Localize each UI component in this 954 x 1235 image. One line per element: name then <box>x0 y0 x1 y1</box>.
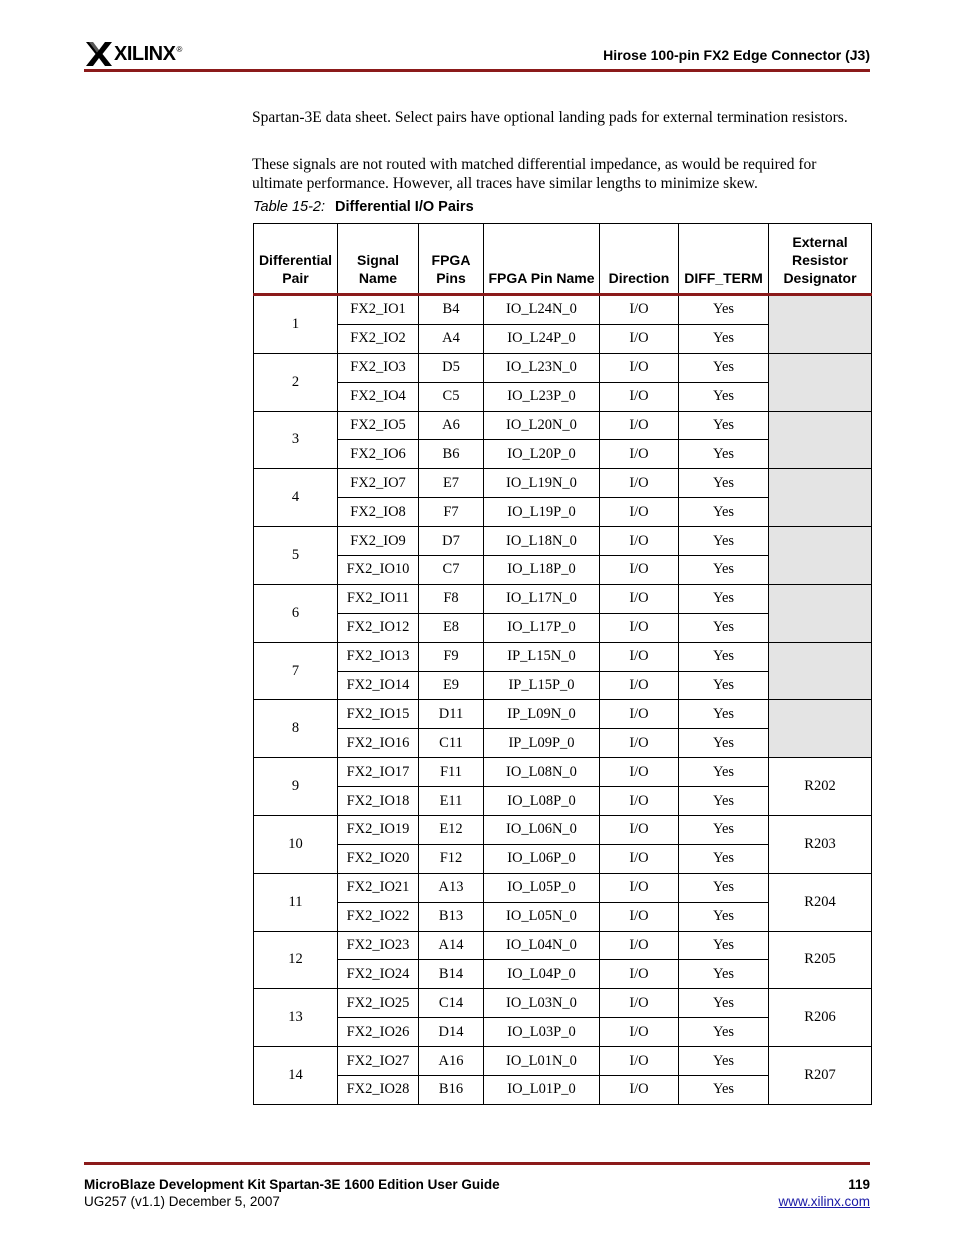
fpga-pin-name-cell: IO_L24P_0 <box>484 324 600 353</box>
footer-guide-title: MicroBlaze Development Kit Spartan-3E 1600 Edition User Guide <box>84 1177 500 1192</box>
footer-url-link[interactable]: www.xilinx.com <box>778 1194 870 1209</box>
signal-name-cell: FX2_IO22 <box>338 902 419 931</box>
diff-term-cell: Yes <box>679 324 769 353</box>
fpga-pin-name-cell: IO_L19N_0 <box>484 469 600 498</box>
signal-name-cell: FX2_IO4 <box>338 382 419 411</box>
direction-cell: I/O <box>600 469 679 498</box>
pair-number-cell: 11 <box>254 873 338 931</box>
footer-rule <box>84 1162 870 1165</box>
diff-term-cell: Yes <box>679 729 769 758</box>
diff-term-cell: Yes <box>679 700 769 729</box>
fpga-pin-name-cell: IO_L01N_0 <box>484 1047 600 1076</box>
direction-cell: I/O <box>600 960 679 989</box>
fpga-pin-name-cell: IO_L04P_0 <box>484 960 600 989</box>
signal-name-cell: FX2_IO5 <box>338 411 419 440</box>
fpga-pin-name-cell: IO_L05N_0 <box>484 902 600 931</box>
diff-term-cell: Yes <box>679 989 769 1018</box>
fpga-pin-name-cell: IO_L19P_0 <box>484 498 600 527</box>
signal-name-cell: FX2_IO1 <box>338 295 419 325</box>
direction-cell: I/O <box>600 931 679 960</box>
pair-number-cell: 1 <box>254 295 338 354</box>
diff-term-cell: Yes <box>679 295 769 325</box>
direction-cell: I/O <box>600 295 679 325</box>
pair-number-cell: 3 <box>254 411 338 469</box>
fpga-pin-cell: C5 <box>419 382 484 411</box>
fpga-pin-cell: F7 <box>419 498 484 527</box>
diff-term-cell: Yes <box>679 411 769 440</box>
signal-name-cell: FX2_IO8 <box>338 498 419 527</box>
fpga-pin-cell: D5 <box>419 353 484 382</box>
paragraph-1: Spartan-3E data sheet. Select pairs have optional landing pads for external termination resistors. <box>252 109 848 126</box>
fpga-pin-cell: F11 <box>419 758 484 787</box>
header-differential-pair: Differential Pair <box>254 224 338 295</box>
fpga-pin-cell: E11 <box>419 787 484 816</box>
footer-doc-id: UG257 (v1.1) December 5, 2007 <box>84 1194 280 1209</box>
table-row <box>254 469 872 498</box>
fpga-pin-name-cell: IO_L18P_0 <box>484 556 600 585</box>
signal-name-cell: FX2_IO21 <box>338 873 419 902</box>
fpga-pin-name-cell: IO_L17N_0 <box>484 584 600 613</box>
fpga-pin-name-cell: IO_L20N_0 <box>484 411 600 440</box>
fpga-pin-cell: B6 <box>419 440 484 469</box>
diff-term-cell: Yes <box>679 1018 769 1047</box>
fpga-pin-name-cell: IP_L09P_0 <box>484 729 600 758</box>
signal-name-cell: FX2_IO6 <box>338 440 419 469</box>
fpga-pin-cell: B16 <box>419 1076 484 1105</box>
pair-number-cell: 14 <box>254 1047 338 1105</box>
table-row <box>254 295 872 325</box>
table-row <box>254 931 872 960</box>
diff-term-cell: Yes <box>679 498 769 527</box>
diff-term-cell: Yes <box>679 671 769 700</box>
direction-cell: I/O <box>600 816 679 845</box>
signal-name-cell: FX2_IO14 <box>338 671 419 700</box>
pair-number-cell: 12 <box>254 931 338 989</box>
header-fpga-pins: FPGA Pins <box>419 224 484 295</box>
table-row <box>254 353 872 382</box>
fpga-pin-cell: B4 <box>419 295 484 325</box>
header-external-resistor: External Resistor Designator <box>769 224 872 295</box>
diff-term-cell: Yes <box>679 960 769 989</box>
diff-term-cell: Yes <box>679 353 769 382</box>
fpga-pin-cell: E9 <box>419 671 484 700</box>
header-direction: Direction <box>600 224 679 295</box>
differential-io-table <box>253 223 872 1105</box>
diff-term-cell: Yes <box>679 1047 769 1076</box>
direction-cell: I/O <box>600 613 679 642</box>
direction-cell: I/O <box>600 729 679 758</box>
pair-number-cell: 4 <box>254 469 338 527</box>
fpga-pin-name-cell: IO_L06N_0 <box>484 816 600 845</box>
diff-term-cell: Yes <box>679 584 769 613</box>
pair-number-cell: 9 <box>254 758 338 816</box>
fpga-pin-cell: B14 <box>419 960 484 989</box>
fpga-pin-cell: B13 <box>419 902 484 931</box>
fpga-pin-cell: E8 <box>419 613 484 642</box>
direction-cell: I/O <box>600 758 679 787</box>
table-caption <box>253 199 474 215</box>
signal-name-cell: FX2_IO3 <box>338 353 419 382</box>
resistor-designator-cell <box>769 295 872 354</box>
table-header-row <box>254 224 872 295</box>
diff-term-cell: Yes <box>679 931 769 960</box>
direction-cell: I/O <box>600 642 679 671</box>
fpga-pin-cell: E7 <box>419 469 484 498</box>
caption-title: Differential I/O Pairs <box>335 199 474 215</box>
caption-label: Table 15-2: <box>253 199 326 215</box>
fpga-pin-name-cell: IO_L06P_0 <box>484 844 600 873</box>
fpga-pin-cell: A16 <box>419 1047 484 1076</box>
diff-term-cell: Yes <box>679 527 769 556</box>
diff-term-cell: Yes <box>679 1076 769 1105</box>
direction-cell: I/O <box>600 844 679 873</box>
header-diff-term: DIFF_TERM <box>679 224 769 295</box>
page-number: 119 <box>848 1177 870 1192</box>
diff-term-cell: Yes <box>679 382 769 411</box>
xilinx-x-icon <box>86 42 112 66</box>
table-row <box>254 816 872 845</box>
fpga-pin-name-cell: IO_L01P_0 <box>484 1076 600 1105</box>
resistor-designator-cell: R204 <box>769 873 872 931</box>
fpga-pin-cell: F9 <box>419 642 484 671</box>
fpga-pin-name-cell: IO_L03N_0 <box>484 989 600 1018</box>
direction-cell: I/O <box>600 556 679 585</box>
resistor-designator-cell: R202 <box>769 758 872 816</box>
direction-cell: I/O <box>600 353 679 382</box>
diff-term-cell: Yes <box>679 469 769 498</box>
direction-cell: I/O <box>600 382 679 411</box>
table-row <box>254 758 872 787</box>
signal-name-cell: FX2_IO28 <box>338 1076 419 1105</box>
resistor-designator-cell <box>769 411 872 469</box>
table-body <box>254 295 872 1105</box>
fpga-pin-name-cell: IP_L15P_0 <box>484 671 600 700</box>
diff-term-cell: Yes <box>679 787 769 816</box>
fpga-pin-cell: C7 <box>419 556 484 585</box>
fpga-pin-cell: C11 <box>419 729 484 758</box>
resistor-designator-cell <box>769 700 872 758</box>
pair-number-cell: 6 <box>254 584 338 642</box>
table-row <box>254 873 872 902</box>
table-row <box>254 584 872 613</box>
fpga-pin-name-cell: IP_L09N_0 <box>484 700 600 729</box>
fpga-pin-name-cell: IO_L05P_0 <box>484 873 600 902</box>
signal-name-cell: FX2_IO20 <box>338 844 419 873</box>
signal-name-cell: FX2_IO25 <box>338 989 419 1018</box>
resistor-designator-cell <box>769 469 872 527</box>
fpga-pin-name-cell: IO_L04N_0 <box>484 931 600 960</box>
direction-cell: I/O <box>600 1047 679 1076</box>
header-fpga-pin-name: FPGA Pin Name <box>484 224 600 295</box>
fpga-pin-cell: F12 <box>419 844 484 873</box>
pair-number-cell: 2 <box>254 353 338 411</box>
fpga-pin-cell: A13 <box>419 873 484 902</box>
fpga-pin-cell: A6 <box>419 411 484 440</box>
signal-name-cell: FX2_IO26 <box>338 1018 419 1047</box>
fpga-pin-name-cell: IO_L20P_0 <box>484 440 600 469</box>
logo-text: XILINX® <box>114 42 182 65</box>
direction-cell: I/O <box>600 411 679 440</box>
diff-term-cell: Yes <box>679 873 769 902</box>
table-row <box>254 411 872 440</box>
header-signal-name: Signal Name <box>338 224 419 295</box>
fpga-pin-name-cell: IO_L23N_0 <box>484 353 600 382</box>
fpga-pin-cell: F8 <box>419 584 484 613</box>
direction-cell: I/O <box>600 902 679 931</box>
signal-name-cell: FX2_IO12 <box>338 613 419 642</box>
pair-number-cell: 8 <box>254 700 338 758</box>
diff-term-cell: Yes <box>679 440 769 469</box>
fpga-pin-name-cell: IO_L03P_0 <box>484 1018 600 1047</box>
fpga-pin-cell: C14 <box>419 989 484 1018</box>
signal-name-cell: FX2_IO13 <box>338 642 419 671</box>
signal-name-cell: FX2_IO10 <box>338 556 419 585</box>
pair-number-cell: 10 <box>254 816 338 874</box>
pair-number-cell: 13 <box>254 989 338 1047</box>
fpga-pin-cell: D11 <box>419 700 484 729</box>
resistor-designator-cell: R206 <box>769 989 872 1047</box>
table-row <box>254 642 872 671</box>
fpga-pin-cell: D7 <box>419 527 484 556</box>
signal-name-cell: FX2_IO11 <box>338 584 419 613</box>
table-row <box>254 527 872 556</box>
fpga-pin-cell: A4 <box>419 324 484 353</box>
direction-cell: I/O <box>600 1076 679 1105</box>
pair-number-cell: 5 <box>254 527 338 585</box>
signal-name-cell: FX2_IO2 <box>338 324 419 353</box>
table-row <box>254 700 872 729</box>
diff-term-cell: Yes <box>679 844 769 873</box>
resistor-designator-cell: R205 <box>769 931 872 989</box>
direction-cell: I/O <box>600 1018 679 1047</box>
signal-name-cell: FX2_IO7 <box>338 469 419 498</box>
signal-name-cell: FX2_IO19 <box>338 816 419 845</box>
footer-left <box>84 1176 500 1210</box>
resistor-designator-cell <box>769 584 872 642</box>
diff-term-cell: Yes <box>679 613 769 642</box>
signal-name-cell: FX2_IO9 <box>338 527 419 556</box>
resistor-designator-cell <box>769 527 872 585</box>
signal-name-cell: FX2_IO27 <box>338 1047 419 1076</box>
resistor-designator-cell <box>769 353 872 411</box>
resistor-designator-cell <box>769 642 872 700</box>
signal-name-cell: FX2_IO15 <box>338 700 419 729</box>
section-title: Hirose 100-pin FX2 Edge Connector (J3) <box>603 47 870 63</box>
diff-term-cell: Yes <box>679 758 769 787</box>
resistor-designator-cell: R207 <box>769 1047 872 1105</box>
direction-cell: I/O <box>600 324 679 353</box>
signal-name-cell: FX2_IO17 <box>338 758 419 787</box>
diff-term-cell: Yes <box>679 642 769 671</box>
diff-term-cell: Yes <box>679 816 769 845</box>
direction-cell: I/O <box>600 700 679 729</box>
direction-cell: I/O <box>600 584 679 613</box>
fpga-pin-name-cell: IO_L18N_0 <box>484 527 600 556</box>
signal-name-cell: FX2_IO24 <box>338 960 419 989</box>
pair-number-cell: 7 <box>254 642 338 700</box>
table-row <box>254 1047 872 1076</box>
fpga-pin-cell: D14 <box>419 1018 484 1047</box>
fpga-pin-name-cell: IO_L08P_0 <box>484 787 600 816</box>
direction-cell: I/O <box>600 787 679 816</box>
direction-cell: I/O <box>600 671 679 700</box>
fpga-pin-cell: E12 <box>419 816 484 845</box>
fpga-pin-name-cell: IO_L23P_0 <box>484 382 600 411</box>
direction-cell: I/O <box>600 498 679 527</box>
signal-name-cell: FX2_IO23 <box>338 931 419 960</box>
signal-name-cell: FX2_IO16 <box>338 729 419 758</box>
diff-term-cell: Yes <box>679 556 769 585</box>
footer-right <box>778 1176 870 1210</box>
direction-cell: I/O <box>600 527 679 556</box>
header-rule <box>84 69 870 72</box>
fpga-pin-cell: A14 <box>419 931 484 960</box>
fpga-pin-name-cell: IO_L08N_0 <box>484 758 600 787</box>
fpga-pin-name-cell: IP_L15N_0 <box>484 642 600 671</box>
fpga-pin-name-cell: IO_L17P_0 <box>484 613 600 642</box>
direction-cell: I/O <box>600 873 679 902</box>
signal-name-cell: FX2_IO18 <box>338 787 419 816</box>
resistor-designator-cell: R203 <box>769 816 872 874</box>
fpga-pin-name-cell: IO_L24N_0 <box>484 295 600 325</box>
paragraph-2: These signals are not routed with matched differential impedance, as would be required for ultimate performance. However, all traces have similar lengths to minimize skew. <box>252 156 817 192</box>
direction-cell: I/O <box>600 440 679 469</box>
xilinx-logo <box>86 40 182 68</box>
table-row <box>254 989 872 1018</box>
diff-term-cell: Yes <box>679 902 769 931</box>
direction-cell: I/O <box>600 989 679 1018</box>
